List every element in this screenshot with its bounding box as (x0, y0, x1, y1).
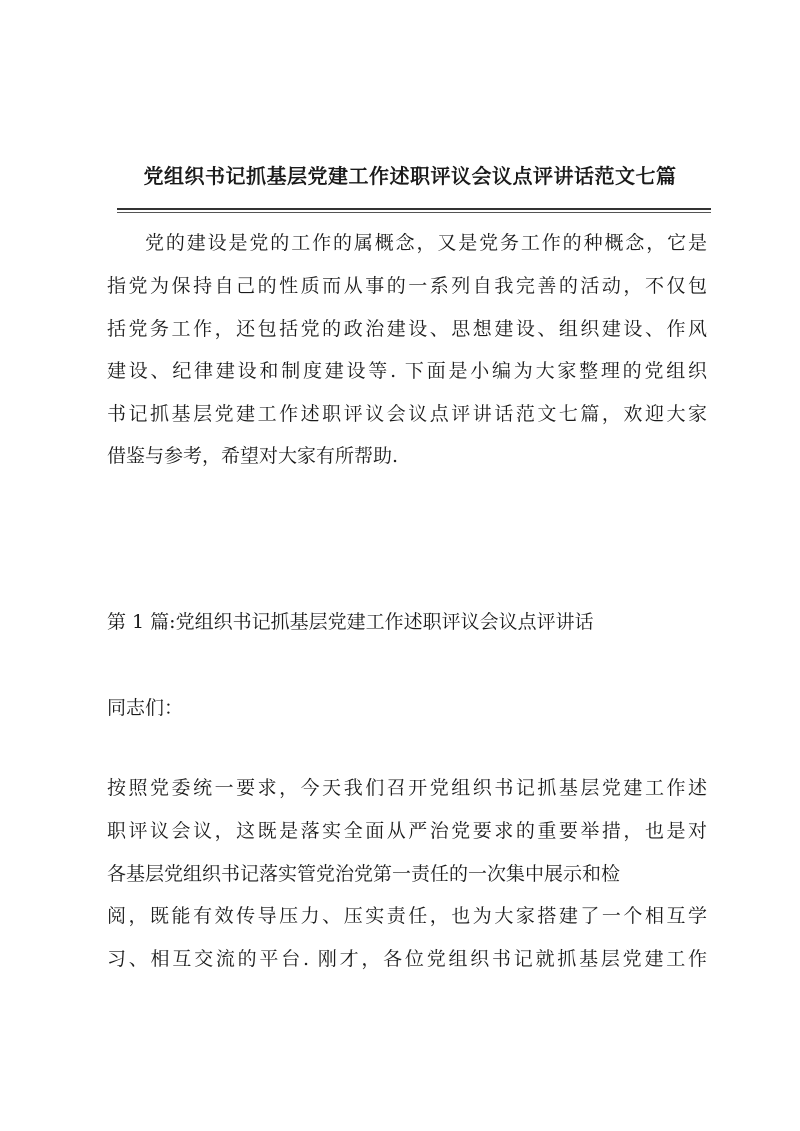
section-heading: 第 1 篇:党组织书记抓基层党建工作述职评议会议点评讲话 (107, 611, 594, 633)
intro-line: 书记抓基层党建工作述职评议会议点评讲话范文七篇，欢迎大家 (107, 403, 707, 425)
greeting: 同志们： (107, 697, 184, 719)
intro-line: 党的建设是党的工作的属概念，又是党务工作的种概念，它是 (145, 232, 707, 254)
title-double-rule (117, 208, 711, 213)
body-line: 按照党委统一要求，今天我们召开党组织书记抓基层党建工作述 (107, 777, 707, 799)
intro-line: 指党为保持自己的性质而从事的一系列自我完善的活动，不仅包 (107, 275, 707, 297)
title-rule-thin-line (117, 212, 711, 213)
intro-line: 括党务工作，还包括党的政治建设、思想建设、组织建设、作风 (107, 318, 707, 340)
body-line: 阅，既能有效传导压力、压实责任，也为大家搭建了一个相互学 (107, 905, 707, 927)
title-rule-thick-line (117, 208, 711, 210)
intro-line: 借鉴与参考，希望对大家有所帮助. (107, 445, 399, 467)
body-line: 习、相互交流的平台. 刚才，各位党组织书记就抓基层党建工作 (107, 948, 707, 970)
body-line: 职评议会议，这既是落实全面从严治党要求的重要举措，也是对 (107, 820, 707, 842)
document-title: 党组织书记抓基层党建工作述职评议会议点评讲话范文七篇 (143, 164, 677, 188)
body-line: 各基层党组织书记落实管党治党第一责任的一次集中展示和检 (107, 863, 621, 885)
intro-line: 建设、纪律建设和制度建设等. 下面是小编为大家整理的党组织 (107, 360, 707, 382)
